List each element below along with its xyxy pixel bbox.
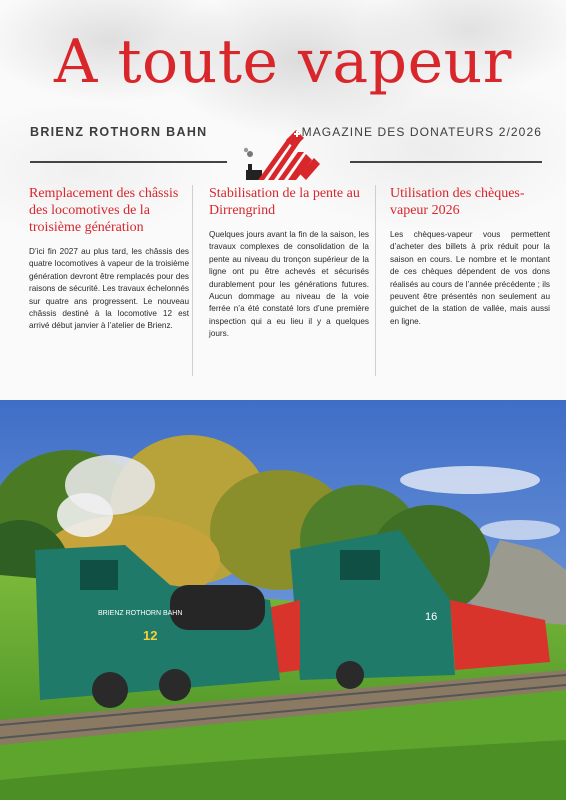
- front-loco-branding: BRIENZ ROTHORN BAHN: [98, 610, 183, 617]
- column-divider: [375, 185, 376, 376]
- article-heading: Utilisation des chèques-vapeur 2026: [390, 186, 525, 218]
- brienz-rothorn-logo: [236, 124, 340, 190]
- article-chassis: [29, 185, 189, 376]
- rear-loco-number: 16: [425, 611, 438, 623]
- header-rule-left: [30, 161, 227, 163]
- magazine-title: A toute vapeur: [54, 27, 512, 97]
- article-heading: Stabilisation de la pente au Dirrengrind: [209, 186, 360, 218]
- issue-label: MAGAZINE DES DONATEURS 2/2026: [301, 125, 542, 139]
- article-body: Quelques jours avant la fin de la saison, les travaux complexes de consolidation de la pente au niveau du tronçon supérieur de la ligne ont pu être achevés et sécurisés durablement pour les générations futures. Aucun dommage au niveau de la voie ferrée n’a été constaté lors d’une première inspection qui a eu lieu il y a quelques jours.: [209, 230, 369, 339]
- article-body: Les chèques-vapeur vous permettent d’acheter des billets à prix réduit pour la saison en cours. Le nombre et le montant de ces chèques dépendent de vos dons réalisés au cours de l’année précédente ; ils peuvent être présentés non seulement au guichet de la station de vallée, mais aussi en ligne.: [390, 230, 550, 326]
- column-divider: [192, 185, 193, 376]
- steam-train-photo: [0, 400, 566, 800]
- article-vouchers: [390, 185, 550, 376]
- header-rule-right: [350, 161, 542, 163]
- publisher-name: BRIENZ ROTHORN BAHN: [30, 125, 208, 139]
- article-heading: Remplacement des châssis des locomotives de la troisième génération: [29, 186, 179, 235]
- article-body: D’ici fin 2027 au plus tard, les châssis des quatre locomotives à vapeur de la troisième génération devront être remplacés pour des raisons de sécurité. Les travaux échelonnés sur quatre ans progressent. Le nouveau châssis destiné à la locomotive 12 est arrivé début janvier à l’atelier de Brienz.: [29, 247, 189, 331]
- article-slope: [209, 185, 369, 376]
- front-loco-number: 12: [143, 628, 158, 643]
